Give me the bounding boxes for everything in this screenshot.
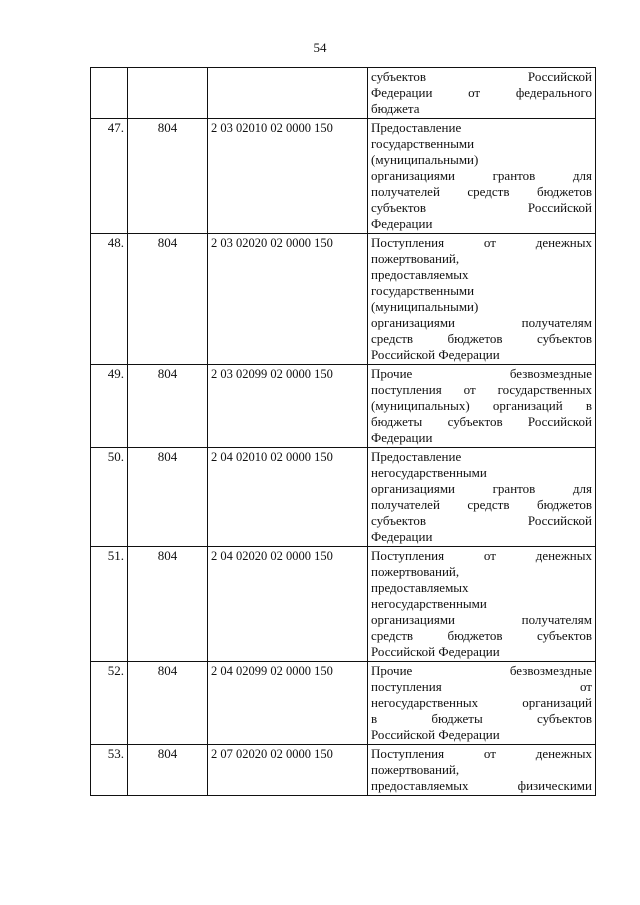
budget-classification-code	[208, 68, 368, 119]
revenue-name-line: Федерации	[371, 216, 433, 231]
revenue-name-line: Федерации	[371, 430, 433, 445]
table-row	[91, 365, 596, 448]
table-row	[91, 68, 596, 119]
revenue-name-line: бюджета	[371, 101, 420, 116]
revenue-name-line: поступления от	[371, 679, 592, 694]
table-body	[91, 68, 596, 796]
revenue-name	[368, 448, 596, 547]
revenue-name-line: организациями грантов для	[371, 481, 592, 496]
admin-code	[128, 68, 208, 119]
revenue-name-line: поступления от государственных	[371, 382, 592, 397]
revenue-name-line: пожертвований,	[371, 251, 460, 266]
revenue-name	[368, 365, 596, 448]
revenue-name-line: бюджеты субъектов Российской	[371, 414, 592, 429]
row-number: 51.	[91, 547, 128, 662]
budget-classification-code: 2 03 02010 02 0000 150	[208, 119, 368, 234]
revenue-name-line: средств бюджетов субъектов	[371, 628, 592, 643]
budget-classification-code: 2 04 02010 02 0000 150	[208, 448, 368, 547]
revenue-name-line: Российской Федерации	[371, 347, 500, 362]
admin-code: 804	[128, 662, 208, 745]
row-number: 47.	[91, 119, 128, 234]
budget-classification-code: 2 03 02099 02 0000 150	[208, 365, 368, 448]
table-row	[91, 234, 596, 365]
budget-classification-code: 2 07 02020 02 0000 150	[208, 745, 368, 796]
page-number: 54	[313, 40, 327, 55]
revenue-name-line: организациями получателям	[371, 612, 592, 627]
row-number: 53.	[91, 745, 128, 796]
revenue-name-line: негосударственных организаций	[371, 695, 592, 710]
revenue-name	[368, 745, 596, 796]
revenue-name-line: негосударственными	[371, 596, 487, 611]
revenue-name-line: Предоставление	[371, 120, 462, 135]
admin-code: 804	[128, 119, 208, 234]
revenue-name-line: субъектов Российской	[371, 69, 592, 84]
revenue-name-line: государственными	[371, 136, 475, 151]
revenue-name	[368, 662, 596, 745]
revenue-name-line: в бюджеты субъектов	[371, 711, 592, 726]
revenue-name-line: Федерации	[371, 529, 433, 544]
revenue-name-line: Прочие безвозмездные	[371, 663, 592, 678]
revenue-name-line: Поступления от денежных	[371, 746, 592, 761]
revenue-name-line: (муниципальных) организаций в	[371, 398, 592, 413]
revenue-name-line: негосударственными	[371, 465, 487, 480]
table-row	[91, 119, 596, 234]
revenue-name-line: предоставляемых	[371, 267, 469, 282]
table-row	[91, 547, 596, 662]
revenue-name-line: предоставляемых физическими	[371, 778, 592, 793]
revenue-name-line: средств бюджетов субъектов	[371, 331, 592, 346]
revenue-name-line: Поступления от денежных	[371, 235, 592, 250]
row-number: 48.	[91, 234, 128, 365]
revenue-name	[368, 234, 596, 365]
revenue-name-line: получателей средств бюджетов	[371, 184, 592, 199]
admin-code: 804	[128, 234, 208, 365]
revenue-name	[368, 547, 596, 662]
revenue-name-line: Российской Федерации	[371, 727, 500, 742]
revenue-name-line: Поступления от денежных	[371, 548, 592, 563]
row-number: 52.	[91, 662, 128, 745]
revenue-name-line: субъектов Российской	[371, 200, 592, 215]
row-number: 49.	[91, 365, 128, 448]
revenue-name-line: (муниципальными)	[371, 152, 479, 167]
table-row	[91, 745, 596, 796]
revenue-name-line: организациями получателям	[371, 315, 592, 330]
admin-code: 804	[128, 448, 208, 547]
revenue-name-line: субъектов Российской	[371, 513, 592, 528]
admin-code: 804	[128, 365, 208, 448]
revenue-name-line: организациями грантов для	[371, 168, 592, 183]
budget-codes-table	[90, 67, 596, 796]
row-number: 50.	[91, 448, 128, 547]
revenue-name-line: предоставляемых	[371, 580, 469, 595]
row-number	[91, 68, 128, 119]
revenue-name-line: получателей средств бюджетов	[371, 497, 592, 512]
budget-classification-code: 2 03 02020 02 0000 150	[208, 234, 368, 365]
budget-classification-code: 2 04 02099 02 0000 150	[208, 662, 368, 745]
revenue-name-line: пожертвований,	[371, 762, 460, 777]
revenue-name-line: Федерации от федерального	[371, 85, 592, 100]
budget-classification-code: 2 04 02020 02 0000 150	[208, 547, 368, 662]
revenue-name-line: Прочие безвозмездные	[371, 366, 592, 381]
admin-code: 804	[128, 745, 208, 796]
revenue-name-line: Предоставление	[371, 449, 462, 464]
revenue-name-line: пожертвований,	[371, 564, 460, 579]
revenue-name-line: государственными	[371, 283, 475, 298]
table-row	[91, 662, 596, 745]
revenue-name-line: Российской Федерации	[371, 644, 500, 659]
revenue-name-line: (муниципальными)	[371, 299, 479, 314]
revenue-name	[368, 68, 596, 119]
admin-code: 804	[128, 547, 208, 662]
revenue-name	[368, 119, 596, 234]
table-row	[91, 448, 596, 547]
